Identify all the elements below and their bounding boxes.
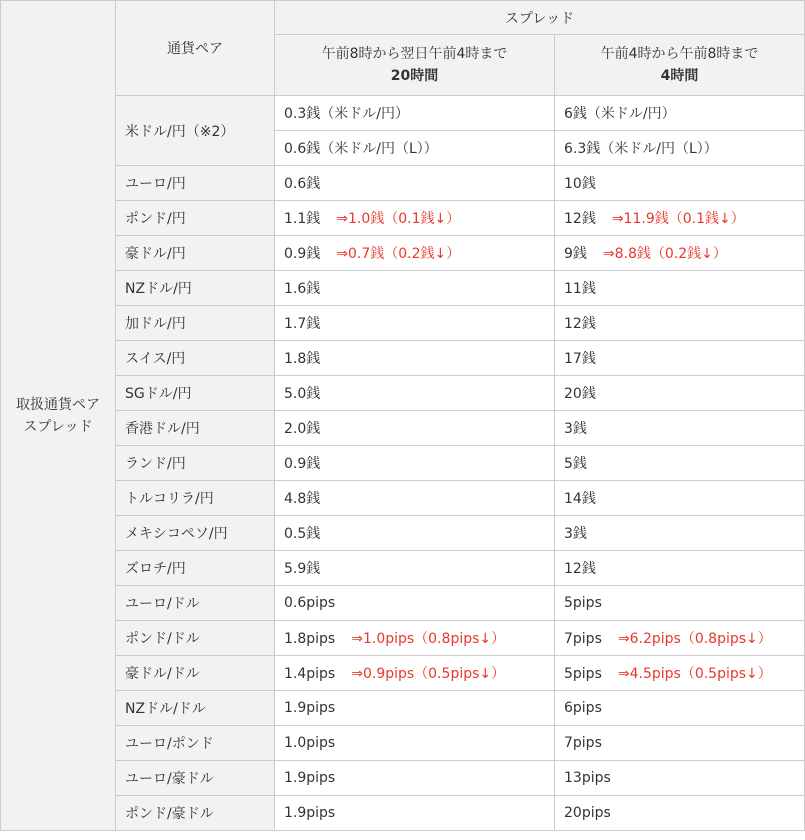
spread-value: 1.4pips — [284, 666, 336, 682]
spread-cell-period-1 — [275, 271, 555, 306]
spread-cell-period-2 — [555, 726, 805, 761]
spread-cell-period-2 — [555, 691, 805, 726]
spread-cell-period-2 — [555, 271, 805, 306]
spread-value: 7pips — [564, 735, 602, 751]
spread-cell-period-1 — [275, 621, 555, 656]
spread-value: 12銭 — [564, 211, 596, 227]
period-1-duration: 20時間 — [390, 68, 439, 84]
spread-cell-period-1 — [275, 796, 555, 831]
spread-value: 5.0銭 — [284, 386, 321, 402]
spread-cell-period-2 — [555, 341, 805, 376]
spread-reduction: ⇒0.9pips（0.5pips↓） — [351, 666, 506, 682]
spread-cell-period-2 — [555, 481, 805, 516]
spread-header: スプレッド — [275, 1, 805, 35]
currency-pair-name: 加ドル/円 — [116, 306, 275, 341]
currency-pair-name: ユーロ/ドル — [116, 586, 275, 621]
spread-cell-period-1 — [275, 551, 555, 586]
spread-value: 17銭 — [564, 351, 596, 367]
period-1-hours: 午前8時から翌日午前4時まで — [321, 46, 508, 62]
spread-reduction: ⇒0.7銭（0.2銭↓） — [336, 246, 461, 262]
spread-value: 1.9pips — [284, 700, 336, 716]
table-row — [1, 341, 805, 376]
spread-value: 1.1銭 — [284, 211, 321, 227]
spread-value: 20銭 — [564, 386, 596, 402]
spread-cell-period-2 — [555, 166, 805, 201]
spread-value: 4.8銭 — [284, 491, 321, 507]
spread-cell-period-1 — [275, 726, 555, 761]
period-2-duration: 4時間 — [660, 68, 699, 84]
spread-value: 3銭 — [564, 526, 587, 542]
table-row — [1, 621, 805, 656]
spread-value: 1.0pips — [284, 735, 336, 751]
table-row — [1, 481, 805, 516]
currency-pair-name: スイス/円 — [116, 341, 275, 376]
spread-value-period-1: 0.3銭（米ドル/円） — [275, 96, 555, 131]
spread-value: 1.9pips — [284, 770, 336, 786]
spread-value: 1.7銭 — [284, 316, 321, 332]
spread-value: 1.9pips — [284, 805, 336, 821]
spread-value: 11銭 — [564, 281, 596, 297]
period-1-header — [275, 35, 555, 96]
spread-cell-period-1 — [275, 411, 555, 446]
currency-pair-name: トルコリラ/円 — [116, 481, 275, 516]
table-row — [1, 726, 805, 761]
currency-pair-name: NZドル/ドル — [116, 691, 275, 726]
table-row — [1, 691, 805, 726]
spread-cell-period-2 — [555, 761, 805, 796]
currency-pair-name: ポンド/円 — [116, 201, 275, 236]
table-row — [1, 376, 805, 411]
table-row — [1, 796, 805, 831]
spread-value: 0.9銭 — [284, 456, 321, 472]
spread-cell-period-1 — [275, 516, 555, 551]
spread-cell-period-2 — [555, 621, 805, 656]
table-row — [1, 516, 805, 551]
table-row — [1, 201, 805, 236]
spread-value-period-2: 6銭（米ドル/円） — [555, 96, 805, 131]
table-row — [1, 551, 805, 586]
currency-pair-name: ポンド/ドル — [116, 621, 275, 656]
table-row — [1, 446, 805, 481]
spread-value: 12銭 — [564, 316, 596, 332]
spread-cell-period-1 — [275, 481, 555, 516]
currency-pair-name: ポンド/豪ドル — [116, 796, 275, 831]
spread-value: 1.6銭 — [284, 281, 321, 297]
spread-cell-period-1 — [275, 691, 555, 726]
spread-cell-period-2 — [555, 551, 805, 586]
spread-value: 1.8銭 — [284, 351, 321, 367]
spread-value: 0.9銭 — [284, 246, 321, 262]
spread-cell-period-2 — [555, 446, 805, 481]
currency-pair-name: ユーロ/豪ドル — [116, 761, 275, 796]
currency-pair-name: メキシコペソ/円 — [116, 516, 275, 551]
spread-value: 5.9銭 — [284, 561, 321, 577]
table-row — [1, 411, 805, 446]
table-row — [1, 96, 805, 131]
spread-value: 13pips — [564, 770, 611, 786]
currency-pair-name: 米ドル/円（※2） — [116, 96, 275, 166]
period-2-hours: 午前4時から午前8時まで — [600, 46, 759, 62]
table-row — [1, 761, 805, 796]
spread-cell-period-1 — [275, 656, 555, 691]
spread-value: 6pips — [564, 700, 602, 716]
spread-value: 5銭 — [564, 456, 587, 472]
spread-cell-period-2 — [555, 306, 805, 341]
currency-pair-name: 香港ドル/円 — [116, 411, 275, 446]
spread-reduction: ⇒8.8銭（0.2銭↓） — [602, 246, 727, 262]
table-row — [1, 306, 805, 341]
period-2-header — [555, 35, 805, 96]
spread-cell-period-1 — [275, 376, 555, 411]
currency-pair-name: ズロチ/円 — [116, 551, 275, 586]
spread-cell-period-1 — [275, 341, 555, 376]
currency-pair-header: 通貨ペア — [116, 1, 275, 96]
spread-cell-period-1 — [275, 201, 555, 236]
spread-cell-period-1 — [275, 166, 555, 201]
currency-pair-name: ランド/円 — [116, 446, 275, 481]
spread-reduction: ⇒1.0pips（0.8pips↓） — [351, 631, 506, 647]
table-row — [1, 236, 805, 271]
spread-value: 20pips — [564, 805, 611, 821]
spread-cell-period-1 — [275, 236, 555, 271]
spread-value: 10銭 — [564, 176, 596, 192]
spread-cell-period-2 — [555, 236, 805, 271]
currency-pair-name: ユーロ/ポンド — [116, 726, 275, 761]
table-row — [1, 166, 805, 201]
spread-value: 0.6銭 — [284, 176, 321, 192]
spread-reduction: ⇒6.2pips（0.8pips↓） — [617, 631, 772, 647]
currency-pair-name: SGドル/円 — [116, 376, 275, 411]
spread-cell-period-2 — [555, 516, 805, 551]
currency-pair-name: NZドル/円 — [116, 271, 275, 306]
spread-cell-period-1 — [275, 761, 555, 796]
table-row — [1, 271, 805, 306]
spread-value: 12銭 — [564, 561, 596, 577]
spread-value-period-1: 0.6銭（米ドル/円（L）） — [275, 131, 555, 166]
table-row — [1, 586, 805, 621]
spread-value: 0.6pips — [284, 595, 336, 611]
spread-value: 0.5銭 — [284, 526, 321, 542]
currency-pair-name: 豪ドル/ドル — [116, 656, 275, 691]
spread-value: 9銭 — [564, 246, 587, 262]
spread-value: 14銭 — [564, 491, 596, 507]
spread-cell-period-2 — [555, 656, 805, 691]
spread-reduction: ⇒4.5pips（0.5pips↓） — [617, 666, 772, 682]
spread-value: 3銭 — [564, 421, 587, 437]
spread-cell-period-2 — [555, 586, 805, 621]
spread-cell-period-2 — [555, 376, 805, 411]
spread-value-period-2: 6.3銭（米ドル/円（L）） — [555, 131, 805, 166]
currency-pair-name: 豪ドル/円 — [116, 236, 275, 271]
spread-reduction: ⇒1.0銭（0.1銭↓） — [336, 211, 461, 227]
spread-value: 5pips — [564, 666, 602, 682]
row-heading — [1, 1, 116, 831]
spread-cell-period-2 — [555, 201, 805, 236]
spread-value: 5pips — [564, 595, 602, 611]
spread-value: 7pips — [564, 631, 602, 647]
row-heading-label: 取扱通貨ペア スプレッド — [16, 396, 100, 435]
table-row — [1, 656, 805, 691]
currency-pair-name: ユーロ/円 — [116, 166, 275, 201]
spread-cell-period-2 — [555, 796, 805, 831]
spread-cell-period-1 — [275, 446, 555, 481]
spread-reduction: ⇒11.9銭（0.1銭↓） — [611, 211, 745, 227]
spread-cell-period-1 — [275, 306, 555, 341]
spread-cell-period-2 — [555, 411, 805, 446]
spread-value: 1.8pips — [284, 631, 336, 647]
spread-cell-period-1 — [275, 586, 555, 621]
spread-value: 2.0銭 — [284, 421, 321, 437]
